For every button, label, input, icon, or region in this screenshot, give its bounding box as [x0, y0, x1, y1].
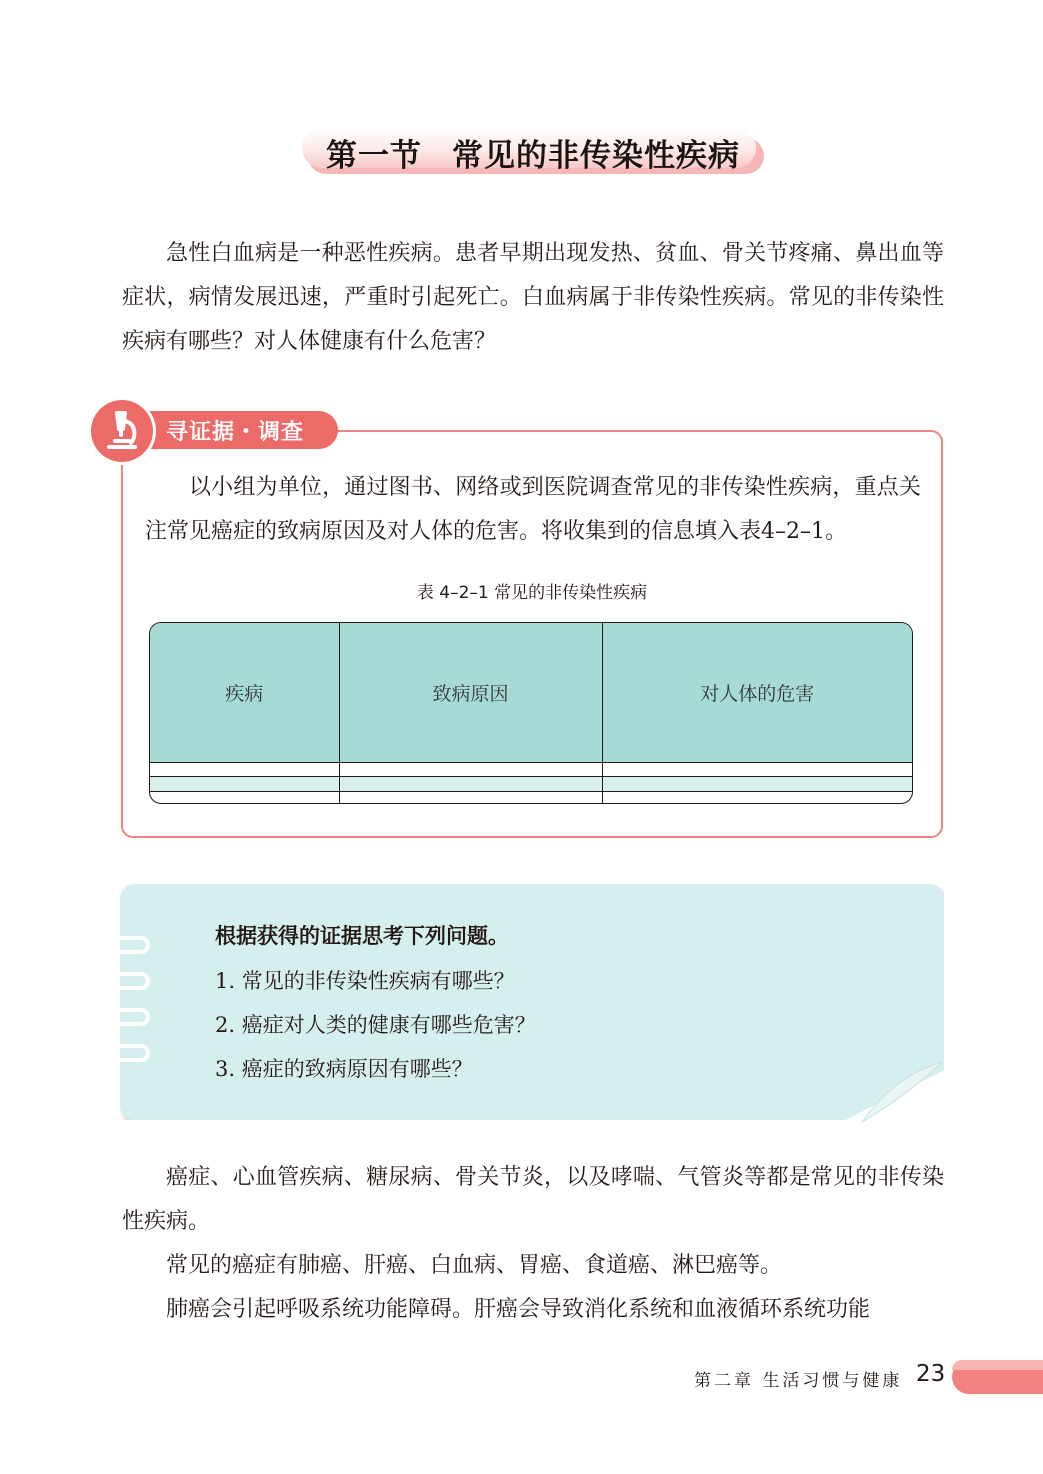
table-cell[interactable] [602, 791, 912, 803]
body-paragraph-3: 肺癌会引起呼吸系统功能障碍。肝癌会导致消化系统和血液循环系统功能 [166, 1297, 871, 1322]
table-cell[interactable] [339, 791, 602, 803]
investigation-badge-label: 寻证据・调查 [166, 420, 305, 445]
investigation-badge-circle [91, 400, 153, 462]
table-cell[interactable] [150, 777, 339, 791]
section-number: 第一节 [326, 138, 422, 174]
body-paragraph-1: 癌症、心血管疾病、糖尿病、骨关节炎，以及哮喘、气管炎等都是常见的非传染性疾病。 [122, 1165, 944, 1234]
footer-accent-bar [952, 1360, 1043, 1394]
section-title [302, 128, 764, 174]
table-header-row [150, 623, 912, 763]
header-disease: 疾病 [150, 623, 339, 763]
section-heading [302, 130, 764, 175]
table-cell[interactable] [602, 763, 912, 777]
header-cause: 致病原因 [339, 623, 602, 763]
page-number: 23 [916, 1361, 946, 1387]
note-question-1: 1. 常见的非传染性疾病有哪些？ [215, 969, 515, 993]
body-paragraph-2: 常见的癌症有肺癌、肝癌、白血病、胃癌、食道癌、淋巴癌等。 [166, 1253, 783, 1278]
investigation-text: 以小组为单位，通过图书、网络或到医院调查常见的非传染性疾病，重点关注常见癌症的致病原因及对人体的危害。将收集到的信息填入表4–2–1。 [145, 475, 921, 544]
investigation-badge [140, 411, 338, 449]
note-question-3: 3. 癌症的致病原因有哪些？ [215, 1057, 473, 1081]
table-cell[interactable] [150, 763, 339, 777]
footer-chapter: 第二章 生活习惯与健康 [694, 1371, 903, 1391]
table-row [150, 763, 912, 777]
table-row [150, 791, 912, 803]
section-title-text: 常见的非传染性疾病 [452, 138, 740, 174]
table-caption: 表 4–2–1 常见的非传染性疾病 [416, 583, 648, 603]
intro-paragraph: 急性白血病是一种恶性疾病。患者早期出现发热、贫血、骨关节疼痛、鼻出血等症状，病情发展迅速，严重时引起死亡。白血病属于非传染性疾病。常见的非传染性疾病有哪些？对人体健康有什么危害？ [122, 241, 944, 354]
binder-ring [118, 972, 150, 990]
disease-table [149, 622, 913, 804]
header-harm: 对人体的危害 [602, 623, 912, 763]
note-heading: 根据获得的证据思考下列问题。 [215, 924, 509, 948]
table-cell[interactable] [150, 791, 339, 803]
note-question-2: 2. 癌症对人类的健康有哪些危害？ [215, 1013, 536, 1037]
table-cell[interactable] [339, 777, 602, 791]
binder-ring [118, 1008, 150, 1026]
microscope-icon [101, 407, 143, 455]
binder-ring [118, 936, 150, 954]
table-cell[interactable] [339, 763, 602, 777]
table-row [150, 777, 912, 791]
body-text [122, 1156, 944, 1332]
table-cell[interactable] [602, 777, 912, 791]
binder-ring [118, 1044, 150, 1062]
page-curl-icon [852, 1060, 948, 1124]
